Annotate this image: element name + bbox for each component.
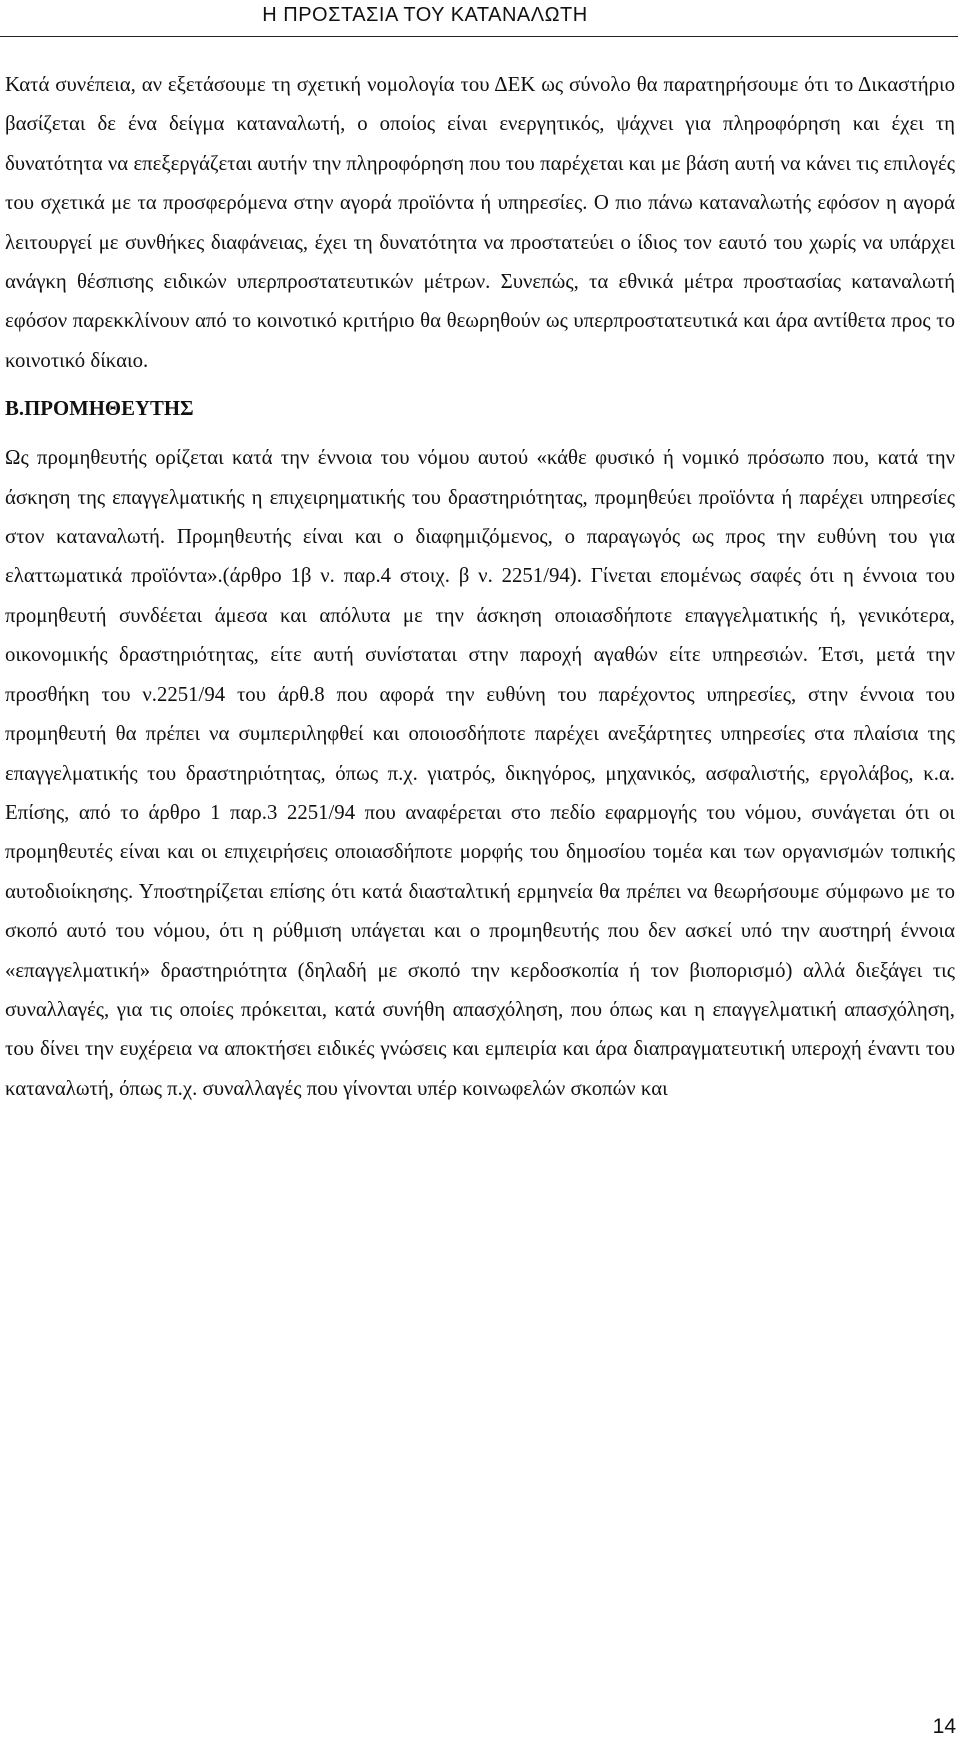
- body-paragraph-1: Κατά συνέπεια, αν εξετάσουμε τη σχετική νομολογία του ΔΕΚ ως σύνολο θα παρατηρήσουμε ότι το Δικαστήριο βασίζεται δε ένα δείγμα καταναλωτή, ο οποίος είναι ενεργητικός, ψάχνει για πληροφόρηση και έχει τη δυνατότητα να επεξεργάζεται αυτήν την πληροφόρηση που του παρέχεται και με βάση αυτή να κάνει τις επιλογές του σχετικά με τα προσφερόμενα στην αγορά προϊόντα ή υπηρεσίες. Ο πιο πάνω καταναλωτής εφόσον η αγορά λειτουργεί με συνθήκες διαφάνειας, έχει τη δυνατότητα να προστατεύει ο ίδιος τον εαυτό του χωρίς να υπάρχει ανάγκη θέσπισης ειδικών υπερπροστατευτικών μέτρων. Συνεπώς, τα εθνικά μέτρα προστασίας καταναλωτή εφόσον παρεκκλίνουν από το κοινοτικό κριτήριο θα θεωρηθούν ως υπερπροστατευτικά και άρα αντίθετα προς το κοινοτικό δίκαιο.: [5, 73, 955, 372]
- page-header: [0, 2, 960, 28]
- body-paragraph-2: Ως προμηθευτής ορίζεται κατά την έννοια του νόμου αυτού «κάθε φυσικό ή νομικό πρόσωπο που, κατά την άσκηση της επαγγελματικής η επιχειρηματικής του δραστηριότητας, προμηθεύει προϊόντα ή παρέχει υπηρεσίες στον καταναλωτή. Προμηθευτής είναι και ο διαφημιζόμενος, ο παραγωγός ως προς την ευθύνη του για ελαττωματικά προϊόντα».(άρθρο 1β ν. παρ.4 στοιχ. β ν. 2251/94). Γίνεται επομένως σαφές ότι η έννοια του προμηθευτή συνδέεται άμεσα και απόλυτα με την άσκηση οποιασδήποτε επαγγελματικής ή, γενικότερα, οικονομικής δραστηριότητας, είτε αυτή συνίσταται στην παροχή αγαθών είτε υπηρεσιών. Έτσι, μετά την προσθήκη του ν.2251/94 του άρθ.8 που αφορά την ευθύνη του παρέχοντος υπηρεσίες, στην έννοια του προμηθευτή θα πρέπει να συμπεριληφθεί και οποιοσδήποτε παρέχει ανεξάρτητες υπηρεσίες στα πλαίσια της επαγγελματικής του δραστηριότητας, όπως π.χ. γιατρός, δικηγόρος, μηχανικός, ασφαλιστής, εργολάβος, κ.α. Επίσης, από το άρθρο 1 παρ.3 2251/94 που αναφέρεται στο πεδίο εφαρμογής του νόμου, συνάγεται ότι οι προμηθευτές είναι και οι επιχειρήσεις οποιασδήποτε μορφής του δημοσίου τομέα και των οργανισμών τοπικής αυτοδιοίκησης. Υποστηρίζεται επίσης ότι κατά διασταλτική ερμηνεία θα πρέπει να θεωρήσουμε σύμφωνο με το σκοπό αυτό του νόμου, ότι η ρύθμιση υπάγεται και ο προμηθευτής που δεν ασκεί υπό την αυστηρή έννοια «επαγγελματική» δραστηριότητα (δηλαδή με σκοπό την κερδοσκοπία ή τον βιοπορισμό) αλλά διεξάγει τις συναλλαγές, για τις οποίες πρόκειται, κατά συνήθη απασχόληση, που όπως και η επαγγελματική απασχόληση, του δίνει την ευχέρεια να αποκτήσει ειδικές γνώσεις και εμπειρία και άρα διαπραγματευτική υπεροχή έναντι του καταναλωτή, όπως π.χ. συναλλαγές που γίνονται υπέρ κοινωφελών σκοπών και: [5, 446, 955, 1100]
- header-divider: [0, 36, 958, 37]
- document-body: [5, 65, 955, 1108]
- page-number: 14: [932, 1715, 956, 1738]
- section-heading: Β.ΠΡΟΜΗΘΕΥΤΗΣ: [5, 397, 194, 421]
- running-header-title: Η ΠΡΟΣΤΑΣΙΑ ΤΟΥ ΚΑΤΑΝΑΛΩΤΗ: [262, 4, 588, 26]
